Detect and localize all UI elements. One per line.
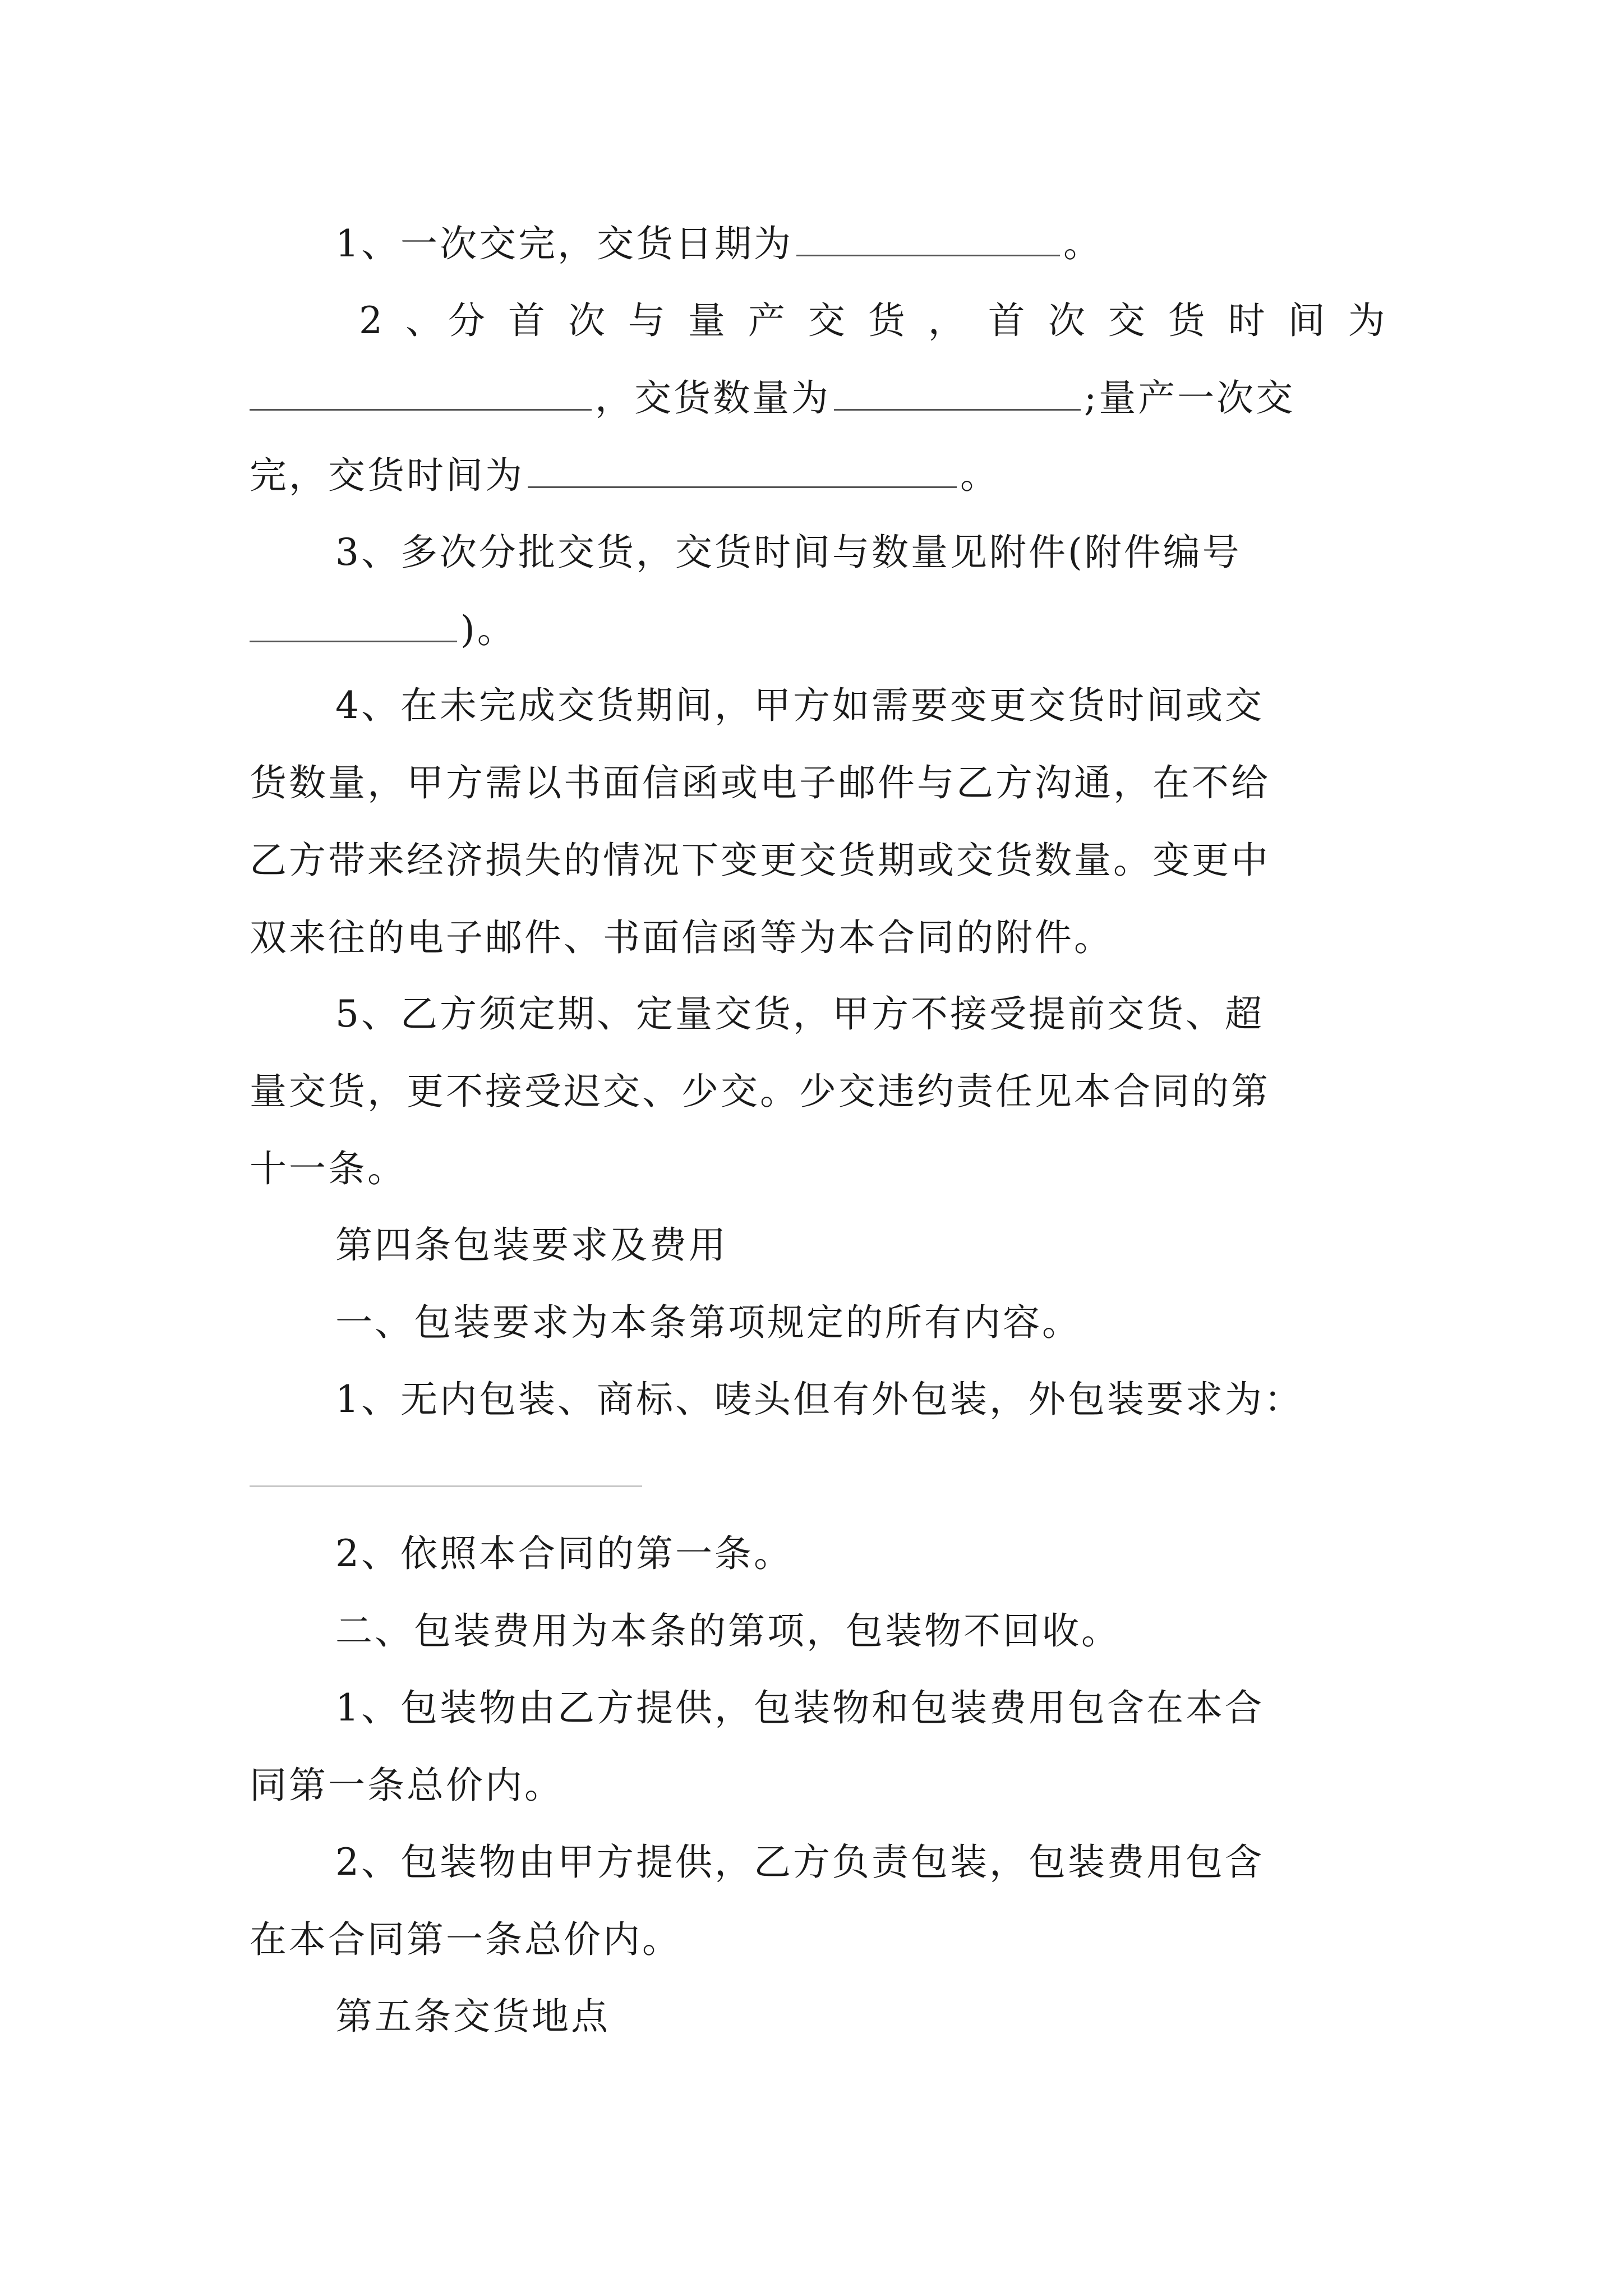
packaging-item-2-text: 2、依照本合同的第一条。 bbox=[335, 1532, 793, 1575]
packaging-cost-text: 二、包装费用为本条的第项，包装物不回收。 bbox=[335, 1609, 1121, 1653]
packaging-requirement-line bbox=[335, 1300, 1081, 1345]
packaging-cost-line bbox=[335, 1609, 1121, 1654]
article-5-heading bbox=[335, 1994, 610, 2039]
article-5-heading-text: 第五条交货地点 bbox=[335, 1995, 610, 2038]
item-5-line-2 bbox=[250, 1069, 1270, 1114]
item-4-text-4: 双来往的电子邮件、书面信函等为本合同的附件。 bbox=[250, 916, 1113, 959]
item-4-line-2 bbox=[250, 761, 1270, 806]
packaging-requirement-text: 一、包装要求为本条第项规定的所有内容。 bbox=[335, 1301, 1081, 1344]
packaging-item-1-text: 1、无内包装、商标、唛头但有外包装，外包装要求为： bbox=[335, 1378, 1303, 1421]
cost-item-1-text-2: 同第一条总价内。 bbox=[250, 1764, 564, 1807]
item-5-text-3: 十一条。 bbox=[250, 1147, 407, 1190]
packaging-item-2-line bbox=[335, 1531, 793, 1576]
item-5-line-1 bbox=[335, 992, 1264, 1037]
item-3-text-1: 3、多次分批交货，交货时间与数量见附件(附件编号 bbox=[335, 531, 1242, 574]
item-2-text-1: 2 、分 首 次 与 量 产 交 货 ， 首 次 交 货 时 间 为 bbox=[359, 299, 1391, 342]
item-2-line-2 bbox=[250, 376, 1295, 421]
item-3-line-1 bbox=[335, 530, 1242, 575]
mass-delivery-time-blank bbox=[528, 455, 957, 488]
delivery-date-blank bbox=[796, 223, 1060, 256]
cost-item-1-line-2 bbox=[250, 1763, 564, 1808]
item-2-middle: ，交货数量为 bbox=[595, 376, 831, 420]
cost-item-2-text-2: 在本合同第一条总价内。 bbox=[250, 1918, 681, 1961]
item-5-text-2: 量交货，更不接受迟交、少交。少交违约责任见本合同的第 bbox=[250, 1070, 1270, 1113]
cost-item-2-text-1: 2、包装物由甲方提供，乙方负责包装，包装费用包含 bbox=[335, 1841, 1264, 1884]
item-4-text-3: 乙方带来经济损失的情况下变更交货期或交货数量。变更中 bbox=[250, 839, 1270, 882]
item-2-text-3: 完，交货时间为 bbox=[250, 454, 524, 497]
first-delivery-time-blank bbox=[250, 378, 592, 411]
delivery-quantity-blank bbox=[834, 378, 1081, 411]
item-2-suffix-3: 。 bbox=[960, 454, 999, 497]
packaging-item-1-line bbox=[335, 1377, 1303, 1422]
item-4-text-2: 货数量，甲方需以书面信函或电子邮件与乙方沟通，在不给 bbox=[250, 761, 1270, 804]
cost-item-2-line-2 bbox=[250, 1917, 681, 1962]
cost-item-1-text-1: 1、包装物由乙方提供，包装物和包装费用包含在本合 bbox=[335, 1686, 1264, 1729]
article-4-heading-text: 第四条包装要求及费用 bbox=[335, 1223, 728, 1267]
cost-item-2-line-1 bbox=[335, 1840, 1264, 1885]
cost-item-1-line-1 bbox=[335, 1686, 1264, 1731]
item-1-suffix: 。 bbox=[1063, 222, 1103, 265]
item-1-line bbox=[335, 222, 1103, 266]
article-4-heading bbox=[335, 1223, 728, 1268]
item-4-line-1 bbox=[335, 683, 1264, 728]
attachment-number-blank bbox=[250, 609, 457, 642]
item-4-text-1: 4、在未完成交货期间，甲方如需要变更交货时间或交 bbox=[335, 684, 1264, 727]
item-4-line-3 bbox=[250, 838, 1270, 883]
item-2-suffix: ;量产一次交 bbox=[1084, 376, 1295, 420]
outer-packaging-blank bbox=[250, 1485, 642, 1487]
item-5-text-1: 5、乙方须定期、定量交货，甲方不接受提前交货、超 bbox=[335, 992, 1264, 1036]
item-3-line-2 bbox=[250, 608, 517, 652]
item-2-line-1 bbox=[359, 298, 1391, 343]
item-5-line-3 bbox=[250, 1147, 407, 1191]
item-2-line-3 bbox=[250, 453, 999, 498]
item-4-line-4 bbox=[250, 915, 1113, 960]
item-1-text: 1、一次交完，交货日期为 bbox=[335, 222, 793, 265]
item-3-suffix: )。 bbox=[460, 608, 517, 651]
